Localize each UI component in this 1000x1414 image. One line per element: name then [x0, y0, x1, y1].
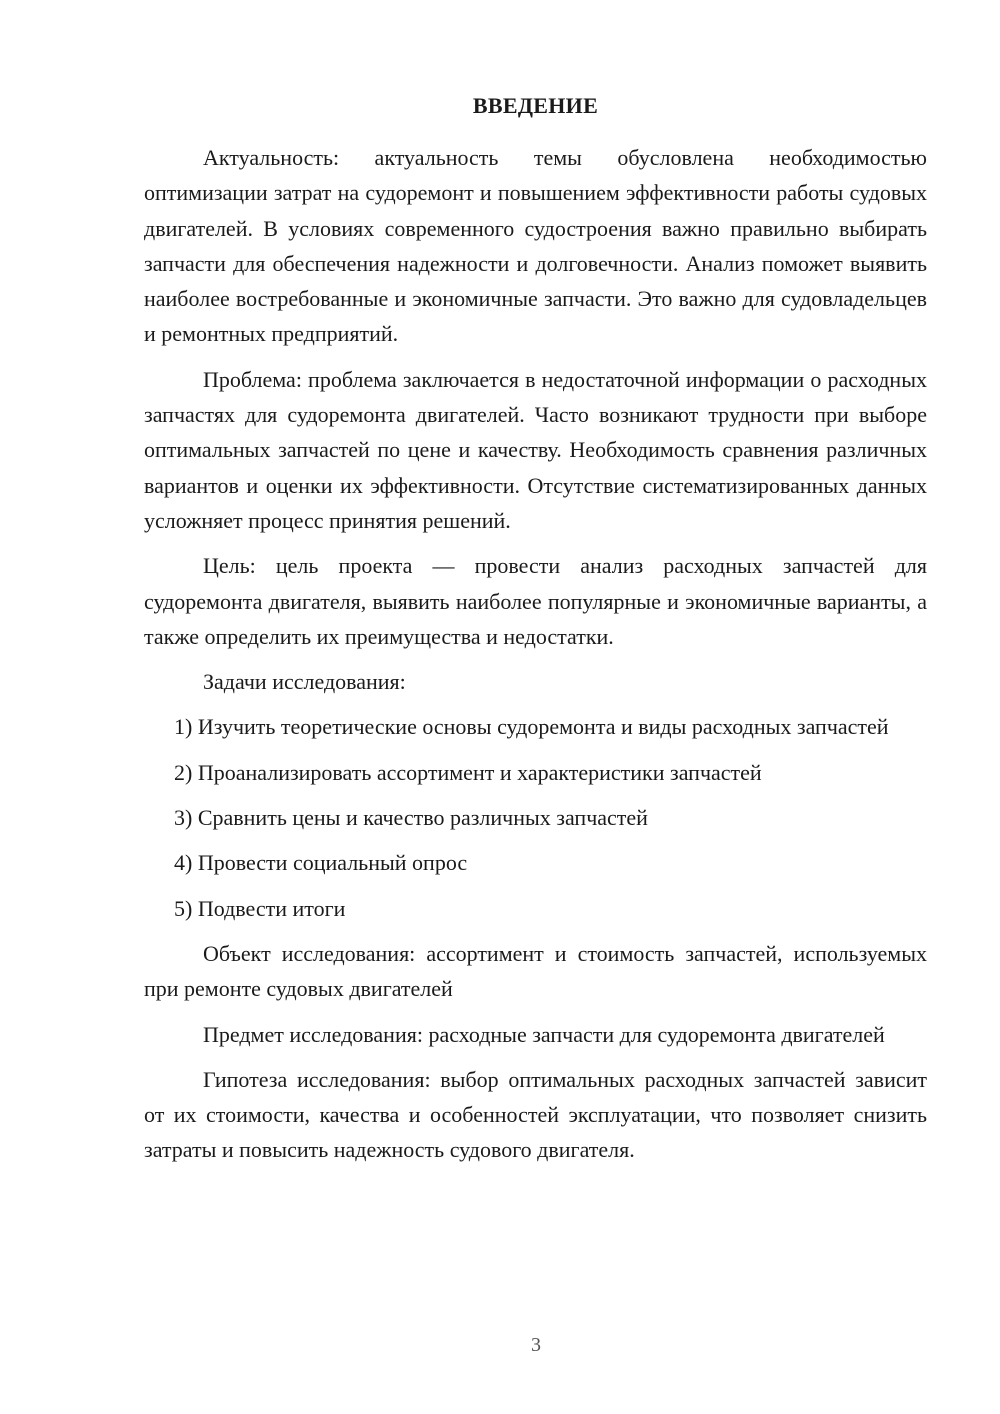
- object-paragraph: Объект исследования: ассортимент и стоимость запчастей, используемых при ремонте судовых двигателей: [144, 940, 927, 1002]
- document-page: [144, 92, 927, 1168]
- goal-paragraph: Цель: цель проекта — провести анализ расходных запчастей для судоремонта двигателя, выявить наиболее популярные и экономичные варианты, а также определить их преимущества и недостатки.: [144, 553, 927, 649]
- tasks-list: [144, 709, 927, 925]
- page-title: ВВЕДЕНИЕ: [472, 93, 599, 118]
- hypothesis-paragraph: Гипотеза исследования: выбор оптимальных расходных запчастей зависит от их стоимости, качества и особенностей эксплуатации, что позволяет снизить затраты и повысить надежность судового двигателя.: [144, 1066, 927, 1163]
- tasks-heading: Задачи исследования:: [203, 669, 406, 695]
- list-item: 3) Сравнить цены и качество различных запчастей: [174, 805, 648, 831]
- relevance-paragraph: Актуальность: актуальность темы обусловлена необходимостью оптимизации затрат на судоремонт и повышением эффективности работы судовых двигателей. В условиях современного судостроения важно правильно выбирать запчасти для обеспечения надежности и долговечности. Анализ поможет выявить наиболее востребованные и экономичные запчасти. Это важно для судовладельцев и ремонтных предприятий.: [144, 145, 927, 347]
- list-item: 4) Провести социальный опрос: [174, 850, 468, 876]
- list-item: 1) Изучить теоретические основы судоремонта и виды расходных запчастей: [174, 714, 889, 740]
- list-item: 5) Подвести итоги: [174, 895, 346, 921]
- page-number: 3: [531, 1334, 541, 1356]
- list-item: 2) Проанализировать ассортимент и характеристики запчастей: [174, 759, 762, 785]
- subject-paragraph: Предмет исследования: расходные запчасти для судоремонта двигателей: [203, 1021, 885, 1047]
- problem-paragraph: Проблема: проблема заключается в недостаточной информации о расходных запчастях для судоремонта двигателей. Часто возникают трудности при выборе оптимальных запчастей по цене и качеству. Необходимость сравнения различных вариантов и оценки их эффективности. Отсутствие систематизированных данных усложняет процесс принятия решений.: [144, 366, 927, 533]
